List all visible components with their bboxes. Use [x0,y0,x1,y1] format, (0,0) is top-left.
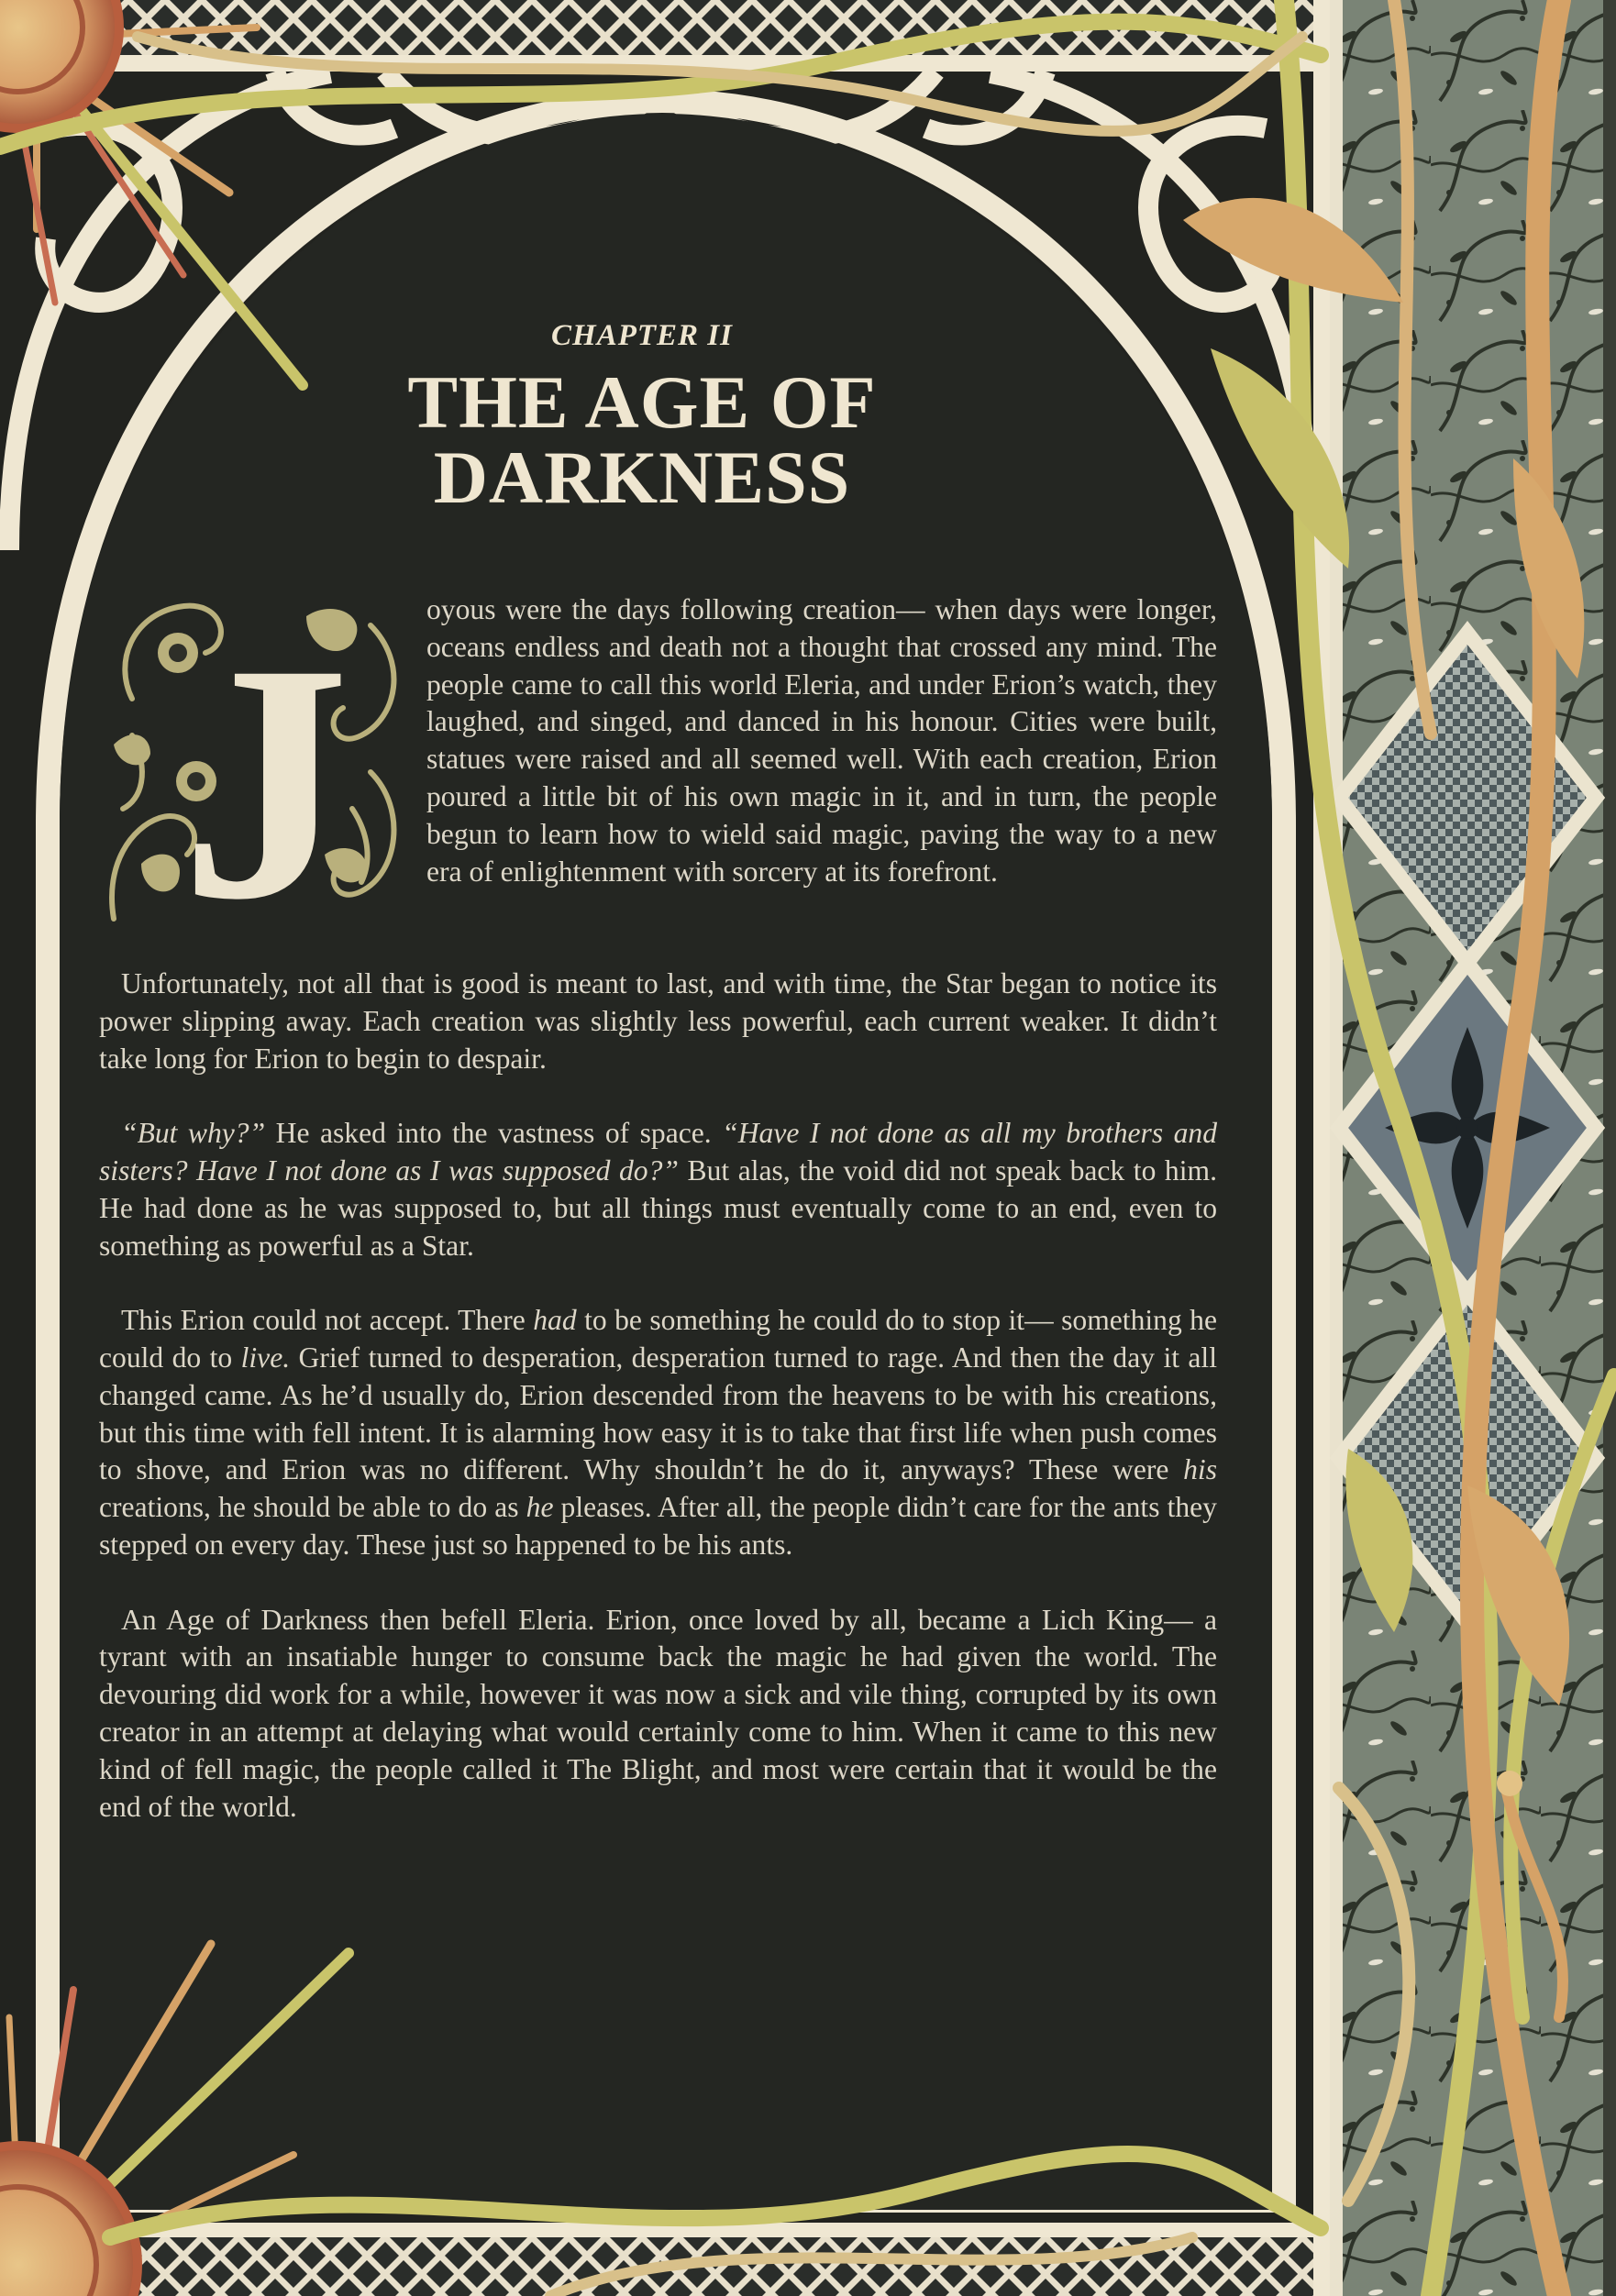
quote-2: “Have I not done as all my brothers and sisters? Have I not done as I was supposed do?” [99,1117,1217,1187]
drop-cap-letter: J [180,594,350,928]
paragraph-3: “But why?” He asked into the vastness of space. “Have I not done as all my brothers and sisters? Have I not done as I was supposed do?” But alas, the void did not speak back to him. He had done as he was supposed to, but all things must eventually come to an end, even to something as powerful as a Star. [99,1117,1217,1262]
body-text [99,966,1217,1863]
chapter-title-line-2: DARKNESS [433,436,851,519]
paragraph-2: Unfortunately, not all that is good is meant to last, and with time, the Star began to notice its power slipping away. Each creation was slightly less powerful, each current weaker. It didn’t take long for Erion to begin to despair. [99,967,1217,1075]
paragraph-4: This Erion could not accept. There had to be something he could do to stop it— something he could do to live. Grief turned to desperation, desperation turned to rage. And then the day it all changed came. As he’d usually do, Erion descended from the heavens to be with his creations, but this time with fell intent. It is alarming how easy it is to take that first life when push comes to shove, and Erion was no different. Why shouldn’t he do it, anyways? These were his creations, he should be able to do as he pleases. After all, the people didn’t care for the ants they stepped on every day. These just so happened to be his ants. [99,1304,1217,1561]
chapter-title [92,360,1192,519]
chapter-title-line-1: THE AGE OF [407,360,877,444]
paragraph-5: An Age of Darkness then befell Eleria. Erion, once loved by all, became a Lich King— a tyrant with an insatiable hunger to consume back the magic he had given the world. The devouring did work for a while, however it was now a sick and vile thing, corrupted by its own creator in an attempt at delaying what would certainly come to him. When it came to this new kind of fell magic, the people called it The Blight, and most were certain that it would be the end of the world. [99,1603,1217,1823]
chapter-label: CHAPTER II [551,319,733,352]
drop-cap-j-ornament [95,589,407,928]
quote-1: “But why?” [121,1117,266,1150]
paragraph-1: oyous were the days following creation— when days were longer, oceans endless and death not a thought that crossed any mind. The people came to call this world Eleria, and under Erion’s watch, they laughed, and singed, and danced in his honour. Cities were built, statues were raised and all seemed well. With each creation, Erion poured a little bit of his own magic in it, and in turn, the people begun to learn how to wield said magic, paving the way to a new era of enlightenment with sorcery at its forefront. [426,593,1217,888]
